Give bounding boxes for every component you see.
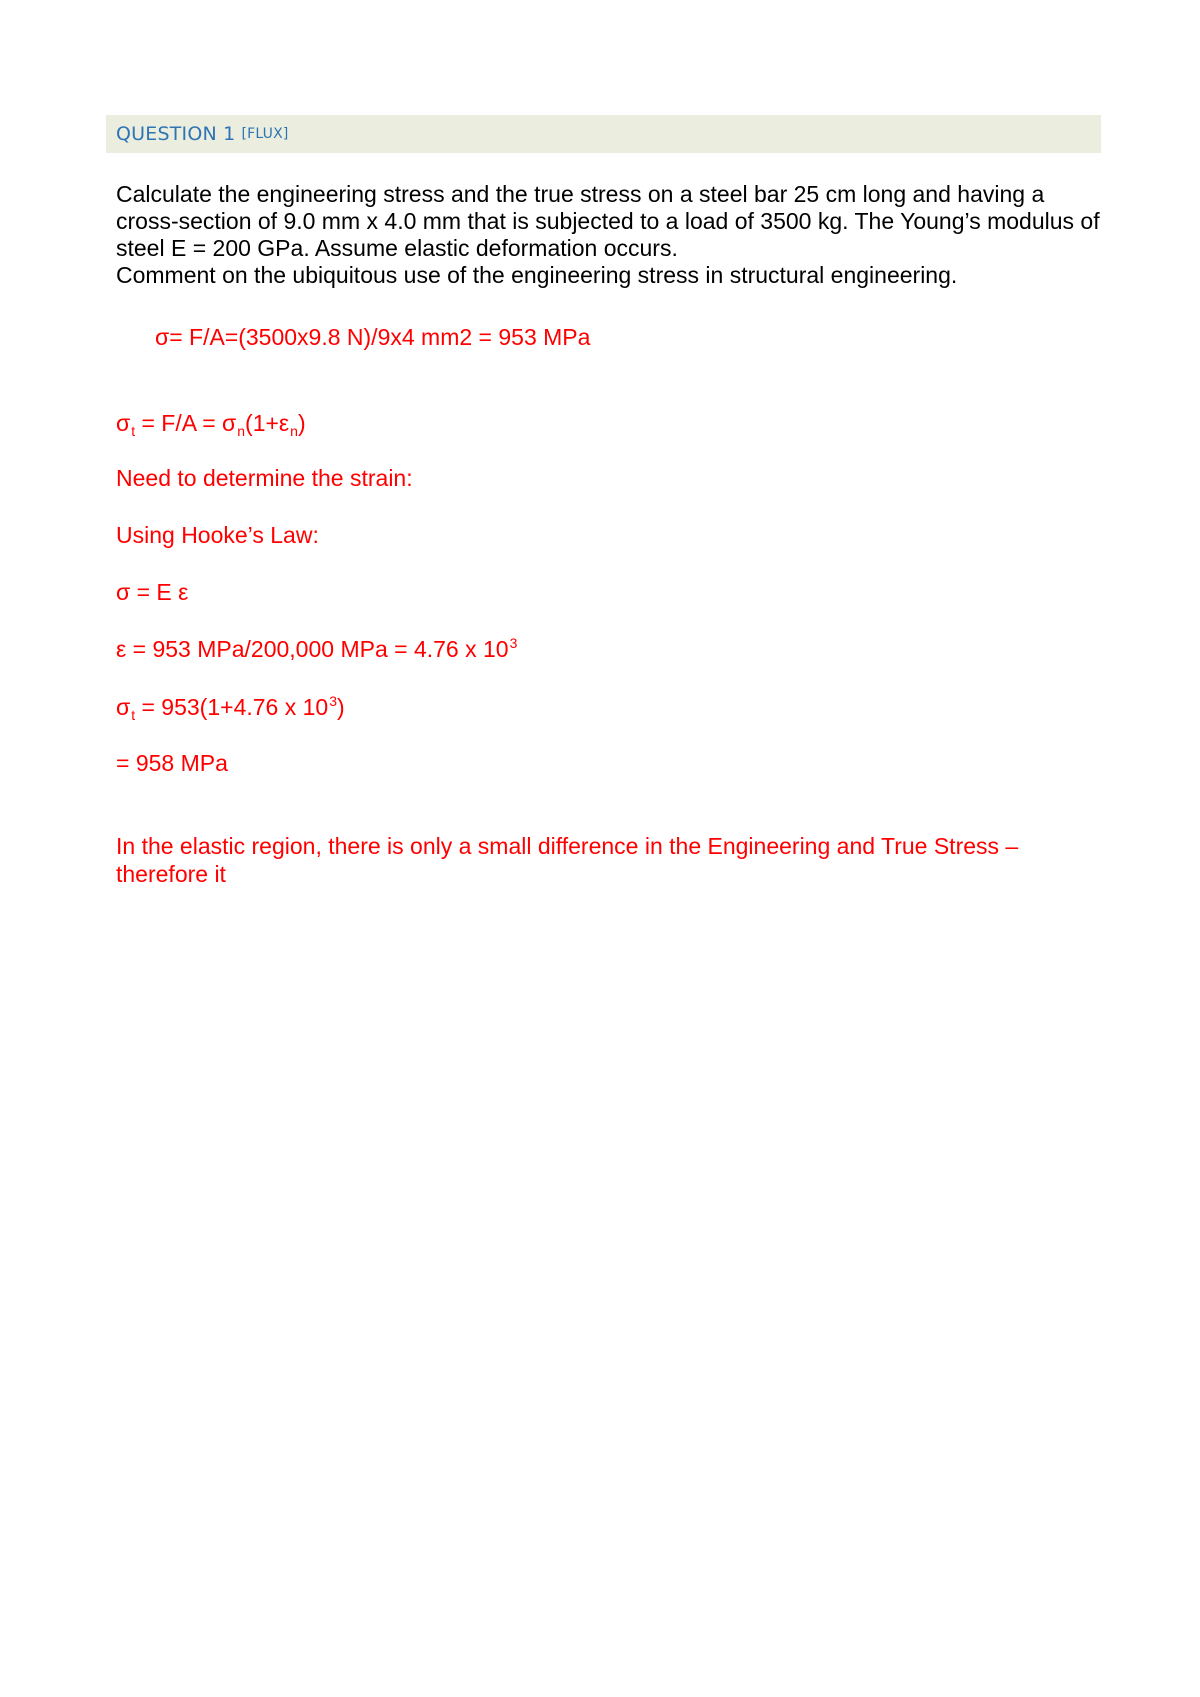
true-stress-calculation — [116, 694, 345, 721]
question-tag: [FLUX] — [241, 126, 289, 142]
sigma-symbol: σ — [116, 694, 131, 720]
strain-text: ε = 953 MPa/200,000 MPa = 4.76 x 10 — [116, 636, 509, 662]
equation-middle: = F/A = σ — [135, 410, 237, 436]
problem-paragraph: Calculate the engineering stress and the true stress on a steel bar 25 cm long and having a cross-section of 9.0 mm x 4.0 mm that is subjected to a load of 3500 kg. The Young’s modulus of steel E = 200 GPa. Assume elastic deformation occurs. — [116, 181, 1100, 261]
strain-exponent: 3 — [509, 635, 518, 651]
subscript-n: n — [237, 423, 246, 439]
engineering-stress-equation: σ= F/A=(3500x9.8 N)/9x4 mm2 = 953 MPa — [155, 324, 591, 350]
hooke-law-label: Using Hooke’s Law: — [116, 522, 319, 548]
calculation-end: ) — [337, 694, 345, 720]
subscript-n-2: n — [290, 423, 298, 439]
hooke-equation: σ = E ε — [116, 579, 189, 605]
question-header — [106, 115, 1101, 153]
closing-comment: In the elastic region, there is only a small difference in the Engineering and True Stress – therefore it — [116, 833, 1019, 887]
strain-note: Need to determine the strain: — [116, 465, 413, 491]
true-stress-definition — [116, 410, 306, 437]
calculation-text: = 953(1+4.76 x 10 — [135, 694, 329, 720]
calculation-exponent: 3 — [329, 693, 337, 709]
strain-equation — [116, 636, 517, 663]
subscript-t: t — [131, 423, 136, 439]
equation-middle-2: (1+ε — [245, 410, 290, 436]
equation-end: ) — [297, 410, 306, 436]
question-title: QUESTION 1 — [116, 123, 236, 145]
true-stress-result: = 958 MPa — [116, 750, 228, 776]
problem-statement — [116, 181, 1106, 289]
sigma-symbol: σ — [116, 410, 131, 436]
subscript-t: t — [131, 707, 136, 723]
comment-prompt: Comment on the ubiquitous use of the engineering stress in structural engineering. — [116, 262, 958, 288]
